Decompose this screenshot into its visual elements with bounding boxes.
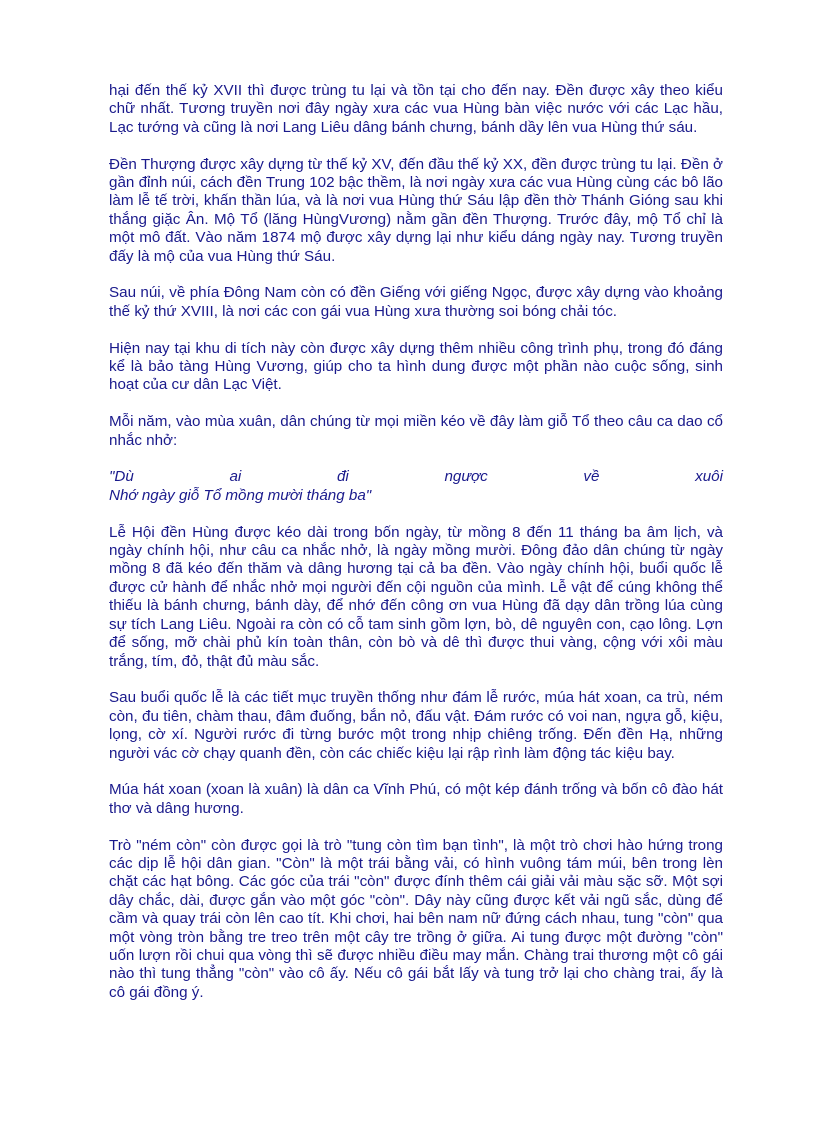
verse-word: ngược	[444, 468, 488, 486]
paragraph-den-ha-history: hại đến thế kỷ XVII thì được trùng tu lại và tồn tại cho đến nay. Đền được xây theo kiểu chữ nhất. Tương truyền nơi đây ngày xưa các vua Hùng bàn việc nước với các Lạc hầu, Lạc tướng và cũng là nơi Lang Liêu dâng bánh chưng, bánh dầy lên vua Hùng thứ sáu.	[109, 82, 723, 136]
verse-word: về	[583, 468, 600, 486]
folk-verse-line-2: Nhớ ngày giỗ Tổ mồng mười tháng ba"	[109, 486, 372, 504]
paragraph-nem-con: Trò "ném còn" còn được gọi là trò "tung còn tìm bạn tình", là một trò chơi hào hứng trong các dịp lễ hội dân gian. "Còn" là một trái bằng vải, có hình vuông tám múi, bên trong lèn chặt các hạt bông. Các góc của trái "còn" được đính thêm cái giải vải màu sặc sỡ. Một sợi dây chắc, dài, được gắn vào một góc "còn". Dây này cũng được kết vải ngũ sắc, dùng để cầm và quay trái còn lên cao tít. Khi chơi, hai bên nam nữ đứng cách nhau, tung "còn" qua một vòng tròn bằng tre treo trên một cây tre trồng ở giữa. Ai tung được một đường "còn" uốn lượn rồi chui qua vòng thì sẽ được nhiều điều may mắn. Chàng trai thương một cô gái nào thì tung thẳng "còn" vào cô ấy. Nếu cô gái bắt lấy và tung trở lại cho chàng trai, ấy là cô gái đồng ý.	[109, 836, 723, 1001]
folk-verse	[109, 468, 723, 505]
paragraph-den-thuong: Đền Thượng được xây dựng từ thế kỷ XV, đến đầu thế kỷ XX, đền được trùng tu lại. Đền ở gần đỉnh núi, cách đền Trung 102 bậc thềm, là nơi ngày xưa các vua Hùng cùng các bô lão làm lễ tế trời, khấn thần lúa, và là nơi vua Hùng thứ Sáu lập đền thờ Thánh Gióng sau khi thắng giặc Ân. Mộ Tổ (lăng HùngVương) nằm gần đền Thượng. Trước đây, mộ Tổ chỉ là một mô đất. Vào năm 1874 mộ được xây dựng lại như kiểu dáng ngày nay. Tương truyền đấy là mộ của vua Hùng thứ Sáu.	[109, 155, 723, 265]
paragraph-festival-days: Lễ Hội đền Hùng được kéo dài trong bốn ngày, từ mồng 8 đến 11 tháng ba âm lịch, và ngày chính hội, như câu ca nhắc nhở, là ngày mồng mười. Đông đảo dân chúng từ ngày mồng 8 đã kéo đến thăm và dâng hương tại cả ba đền. Vào ngày chính hội, buổi quốc lễ được cử hành để nhắc nhở mọi người đến cội nguồn của mình. Lễ vật để cúng không thể thiếu là bánh chưng, bánh dày, để nhớ đến công ơn vua Hùng đã dạy dân trồng lúa cùng sự tích Lang Liêu. Ngoài ra còn có cỗ tam sinh gồm lợn, bò, dê nguyên con, cạo lông. Lợn để sống, mỡ chài phủ kín toàn thân, còn bò và dê thì được thui vàng, cộng với xôi màu trắng, tím, đỏ, thật đủ màu sắc.	[109, 523, 723, 670]
paragraph-den-gieng: Sau núi, về phía Đông Nam còn có đền Giếng với giếng Ngọc, được xây dựng vào khoảng thế kỷ thứ XVIII, là nơi các con gái vua Hùng xưa thường soi bóng chải tóc.	[109, 284, 723, 320]
verse-word: đi	[336, 468, 349, 486]
paragraph-gio-to-intro: Mỗi năm, vào mùa xuân, dân chúng từ mọi miền kéo về đây làm giỗ Tổ theo câu ca dao cổ nhắc nhở:	[109, 413, 723, 449]
verse-word: xuôi	[695, 468, 723, 486]
paragraph-museum: Hiện nay tại khu di tích này còn được xây dựng thêm nhiều công trình phụ, trong đó đáng kể là bảo tàng Hùng Vương, giúp cho ta hình dung được một phần nào cuộc sống, sinh hoạt của cư dân Lạc Việt.	[109, 339, 723, 394]
paragraph-hat-xoan: Múa hát xoan (xoan là xuân) là dân ca Vĩnh Phú, có một kép đánh trống và bốn cô đào hát thơ và dâng hương.	[109, 781, 723, 817]
verse-word: "Dù	[109, 468, 134, 486]
paragraph-traditional-activities: Sau buổi quốc lễ là các tiết mục truyền thống như đám lễ rước, múa hát xoan, ca trù, ném còn, đu tiên, chàm thau, đâm đuống, bắn nỏ, đấu vật. Đám rước có voi nan, ngựa gỗ, kiệu, lọng, cờ xí. Người rước đi từng bước một trong nhịp chiêng trống. Đến đền Hạ, những người vác cờ chạy quanh đền, còn các chiếc kiệu lại rập rình làm động tác kiệu bay.	[109, 689, 723, 762]
verse-word: ai	[229, 468, 242, 486]
folk-verse-line-1	[109, 468, 723, 486]
document-page	[109, 82, 723, 1021]
